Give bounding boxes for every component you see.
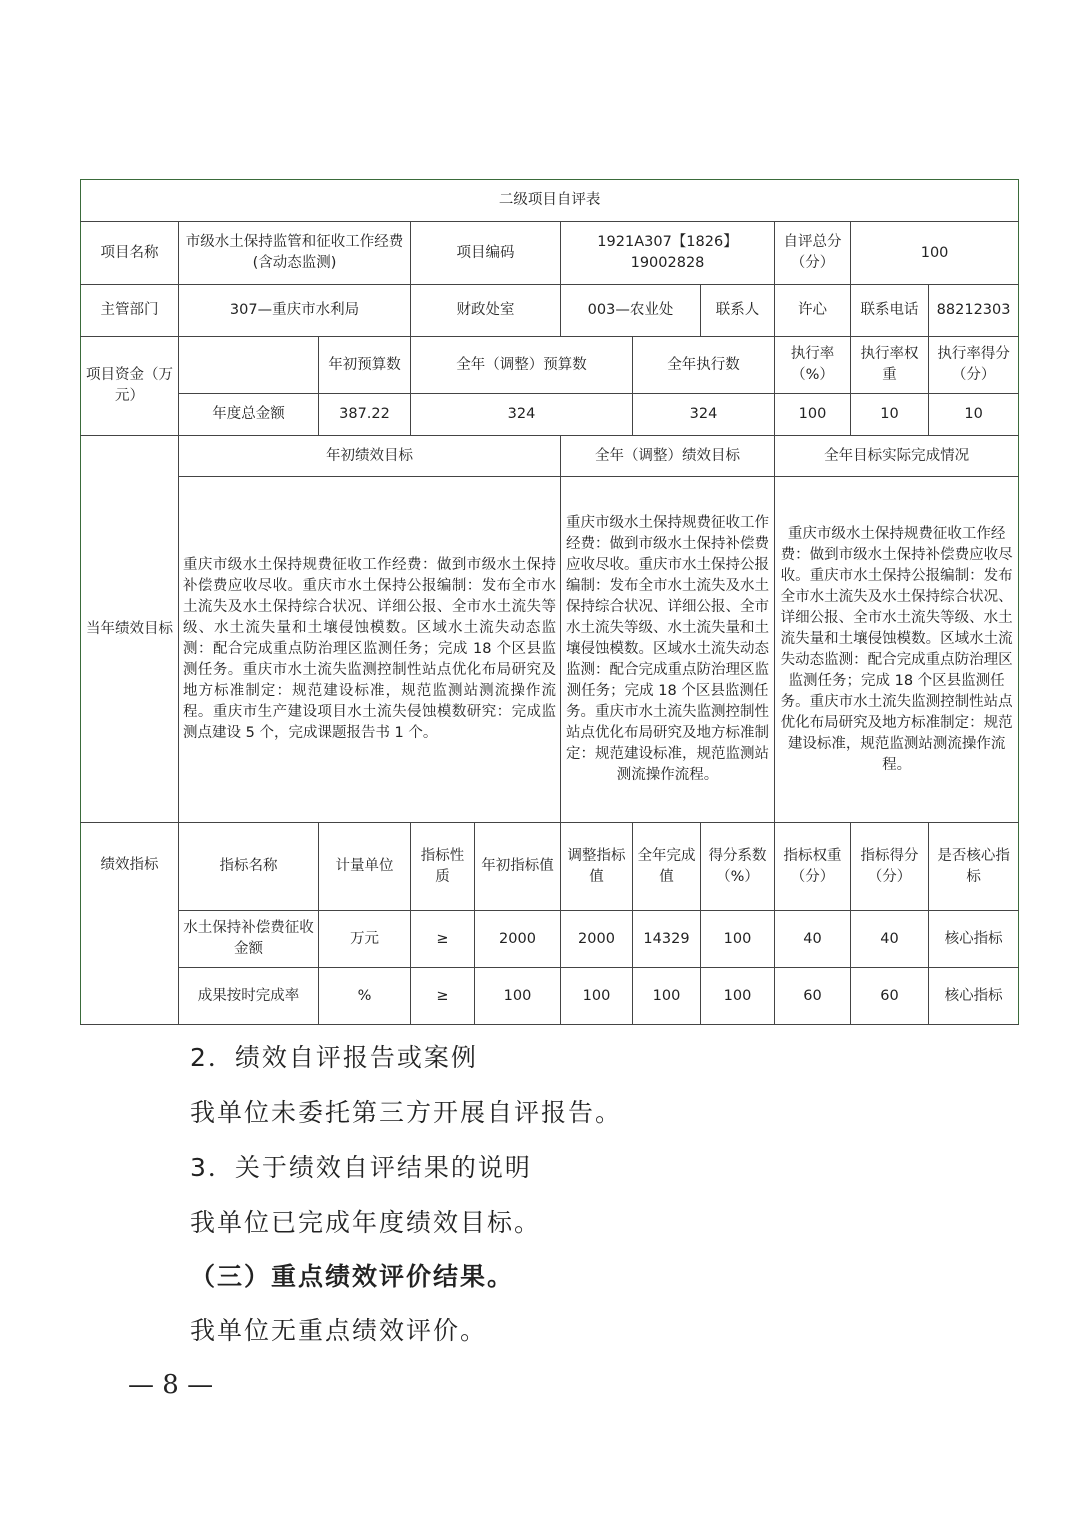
goals-actual-text: 重庆市级水土保持规费征收工作经费：做到市级水土保持补偿费应收尽收。重庆市水土保持公报编制：发布全市水土流失及水土保持综合状况、详细公报、全市水土流失等级、水土流失量和土壤侵蚀模数。区域水土流失动态监测：配合完成重点防治理区监测任务；完成 18 个区县监测任务。重庆市水土流失监测控制性站点优化布局研究及地方标准制定：规范建设标准，规范监测站测流操作流程。 [775, 477, 1019, 823]
funds-header-adjusted: 全年（调整）预算数 [411, 337, 633, 394]
indicator-cell: 水土保持补偿费征收金额 [179, 911, 319, 968]
department-label: 主管部门 [81, 285, 179, 337]
indicator-cell: 2000 [475, 911, 561, 968]
indicator-cell: 100 [633, 968, 701, 1025]
funds-initial-value: 387.22 [319, 394, 411, 436]
department-value: 307—重庆市水利局 [179, 285, 411, 337]
indicator-cell: 60 [775, 968, 851, 1025]
indicator-cell: 核心指标 [929, 968, 1019, 1025]
funds-score-value: 10 [929, 394, 1019, 436]
project-name-value: 市级水土保持监管和征收工作经费(含动态监测) [179, 222, 411, 285]
indicator-cell: 100 [475, 968, 561, 1025]
project-name-label: 项目名称 [81, 222, 179, 285]
section-heading: 3．关于绩效自评结果的说明 [190, 1153, 532, 1182]
indicator-cell: 2000 [561, 911, 633, 968]
indicator-cell: ≥ [411, 911, 475, 968]
indicator-header: 年初指标值 [475, 823, 561, 911]
indicator-cell: 40 [775, 911, 851, 968]
self-evaluation-table [80, 179, 1019, 1025]
self-score-value: 100 [851, 222, 1019, 285]
goals-label: 当年绩效目标 [81, 436, 179, 823]
indicator-cell: 100 [561, 968, 633, 1025]
indicator-header: 调整指标值 [561, 823, 633, 911]
goals-initial-text: 重庆市级水土保持规费征收工作经费：做到市级水土保持补偿费应收尽收。重庆市水土保持公报编制：发布全市水土流失及水土保持综合状况、详细公报、全市水土流失等级、水土流失量和土壤侵蚀模数。区域水土流失动态监测：配合完成重点防治理区监测任务；完成 18 个区县监测任务。重庆市水土流失监测控制性站点优化布局研究及地方标准制定：规范建设标准，规范监测站测流操作流程。重庆市生产建设项目水土流失侵蚀模数研究：完成监测点建设 5 个，完成课题报告书 1 个。 [179, 477, 561, 823]
goals-header-adjusted: 全年（调整）绩效目标 [561, 436, 775, 477]
funds-label: 项目资金（万元） [81, 337, 179, 436]
indicator-header: 得分系数（%） [701, 823, 775, 911]
funds-header-weight: 执行率权重 [851, 337, 929, 394]
indicator-cell: % [319, 968, 411, 1025]
section-heading: 2．绩效自评报告或案例 [190, 1043, 478, 1072]
indicator-cell: 40 [851, 911, 929, 968]
funds-header-rate: 执行率（%） [775, 337, 851, 394]
paragraph: 我单位已完成年度绩效目标。 [190, 1208, 542, 1237]
table-row [81, 911, 1019, 968]
goals-header-initial: 年初绩效目标 [179, 436, 561, 477]
funds-weight-value: 10 [851, 394, 929, 436]
funds-header-initial: 年初预算数 [319, 337, 411, 394]
goals-header-actual: 全年目标实际完成情况 [775, 436, 1019, 477]
funds-header-executed: 全年执行数 [633, 337, 775, 394]
indicator-cell: 14329 [633, 911, 701, 968]
table-title: 二级项目自评表 [81, 180, 1019, 222]
paragraph: 我单位无重点绩效评价。 [190, 1316, 488, 1345]
project-code-label: 项目编码 [411, 222, 561, 285]
project-code-value: 1921A307【1826】19002828 [561, 222, 775, 285]
section-heading: （三）重点绩效评价结果。 [190, 1262, 515, 1291]
self-score-label: 自评总分（分） [775, 222, 851, 285]
contact-value: 许心 [775, 285, 851, 337]
funds-executed-value: 324 [633, 394, 775, 436]
indicator-cell: 万元 [319, 911, 411, 968]
indicator-header: 指标性质 [411, 823, 475, 911]
phone-value: 88212303 [929, 285, 1019, 337]
indicator-header: 指标得分（分） [851, 823, 929, 911]
indicator-cell: 100 [701, 968, 775, 1025]
indicator-header: 指标权重（分） [775, 823, 851, 911]
funds-adjusted-value: 324 [411, 394, 633, 436]
indicator-cell: 成果按时完成率 [179, 968, 319, 1025]
indicator-cell: 60 [851, 968, 929, 1025]
indicator-cell: ≥ [411, 968, 475, 1025]
finance-office-label: 财政处室 [411, 285, 561, 337]
funds-header-score: 执行率得分（分） [929, 337, 1019, 394]
indicator-header: 指标名称 [179, 823, 319, 911]
page-number: — 8 — [128, 1370, 214, 1400]
paragraph: 我单位未委托第三方开展自评报告。 [190, 1098, 623, 1127]
indicators-label: 绩效指标 [81, 823, 179, 1025]
phone-label: 联系电话 [851, 285, 929, 337]
contact-label: 联系人 [701, 285, 775, 337]
indicator-header: 计量单位 [319, 823, 411, 911]
funds-total-label: 年度总金额 [179, 394, 319, 436]
indicator-header: 全年完成值 [633, 823, 701, 911]
goals-adjusted-text: 重庆市级水土保持规费征收工作经费：做到市级水土保持补偿费应收尽收。重庆市水土保持公报编制：发布全市水土流失及水土保持综合状况、详细公报、全市水土流失等级、水土流失量和土壤侵蚀模数。区域水土流失动态监测：配合完成重点防治理区监测任务；完成 18 个区县监测任务。重庆市水土流失监测控制性站点优化布局研究及地方标准制定：规范建设标准，规范监测站测流操作流程。 [561, 477, 775, 823]
indicator-cell: 核心指标 [929, 911, 1019, 968]
table-row [81, 968, 1019, 1025]
funds-header-blank [179, 337, 319, 394]
indicator-cell: 100 [701, 911, 775, 968]
finance-office-value: 003—农业处 [561, 285, 701, 337]
funds-rate-value: 100 [775, 394, 851, 436]
indicator-header: 是否核心指标 [929, 823, 1019, 911]
